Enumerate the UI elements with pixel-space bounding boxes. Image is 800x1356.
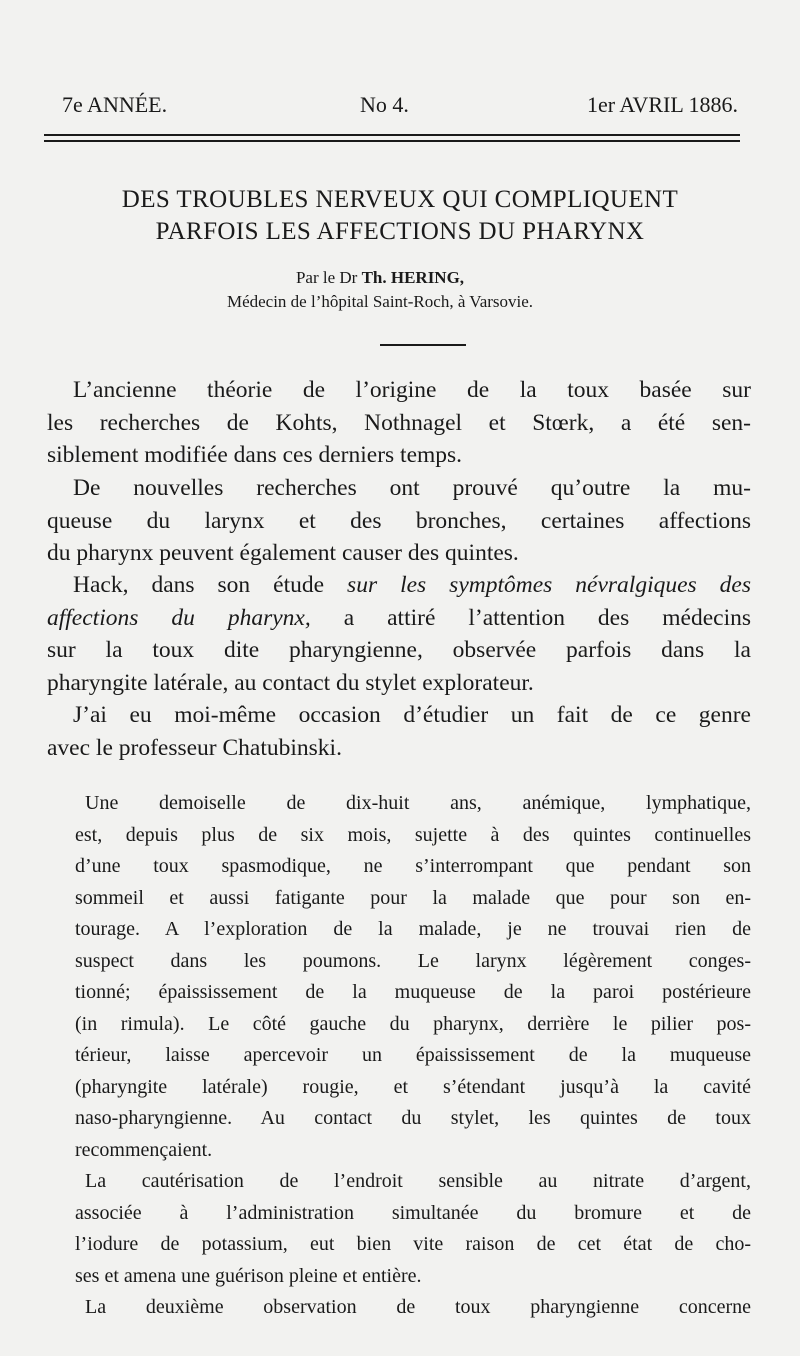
intro-paragraph [47,569,751,699]
text-line: tourage. A l’exploration de la malade, je ne trouvai rien de [75,918,751,940]
text-line: queuse du larynx et des bronches, certaines affections [47,507,751,534]
text-line: Une demoiselle de dix-huit ans, anémique, lymphatique, [85,792,751,814]
text-line: térieur, laisse apercevoir un épaississement de la muqueuse [75,1044,751,1066]
intro-paragraph [47,699,751,764]
text-line: naso-pharyngienne. Au contact du stylet, les quintes de toux [75,1107,751,1129]
text-run: Hack, dans son étude [73,572,325,598]
intro-paragraph [47,374,751,472]
text-line: (in rimula). Le côté gauche du pharynx, derrière le pilier pos- [75,1012,751,1035]
header-rule-top [44,134,740,136]
text-run: a attiré l’attention des médecins [343,604,751,631]
text-line: (pharyngite latérale) rougie, et s’étendant jusqu’à la cavité [75,1075,751,1098]
text-line: est, depuis plus de six mois, sujette à des quintes continuelles [75,823,751,846]
title-line: PARFOIS LES AFFECTIONS DU PHARYNX [155,218,645,245]
text-line: L’ancienne théorie de l’origine de la toux basée sur [73,377,751,403]
text-line: les recherches de Kohts, Nothnagel et Stœrk, a été sen- [47,409,751,436]
byline-prefix: Par le Dr [295,268,358,287]
text-line: d’une toux spasmodique, ne s’interrompant que pendant son [75,855,751,877]
text-line: sur la toux dite pharyngienne, observée parfois dans la [47,637,751,663]
author-affiliation: Médecin de l’hôpital Saint-Roch, à Varsovie. [226,292,534,311]
text-line: recommençaient. [75,1138,213,1161]
author-block [130,266,630,314]
title-separator [380,344,466,346]
text-line [47,569,751,602]
author-name: Th. HERING, [361,268,465,287]
text-line: sommeil et aussi fatigante pour la malade que pour son en- [75,886,751,909]
text-line: J’ai eu moi-même occasion d’étudier un fait de ce genre [73,702,751,728]
text-line: suspect dans les poumons. Le larynx légèrement conges- [75,949,751,972]
text-line: De nouvelles recherches ont prouvé qu’outre la mu- [73,475,751,501]
cited-title: affections du pharynx, [47,604,311,631]
running-header [62,92,738,120]
text-line: tionné; épaississement de la muqueuse de la paroi postérieure [75,981,751,1003]
text-line: La cautérisation de l’endroit sensible au nitrate d’argent, [85,1170,751,1192]
text-line: du pharynx peuvent également causer des quintes. [47,540,519,566]
case-paragraph [75,1292,751,1324]
issue-date: 1er AVRIL 1886. [587,92,738,117]
case-paragraph [75,1166,751,1292]
text-line: pharyngite latérale, au contact du stylet explorateur. [47,669,534,696]
text-line: La deuxième observation de toux pharyngienne concerne [85,1296,751,1318]
text-line: siblement modifiée dans ces derniers temps. [47,442,463,468]
intro-paragraph [47,472,751,570]
text-line [47,602,751,635]
byline [130,266,630,290]
text-line: avec le professeur Chatubinski. [47,734,342,761]
issue-number: No 4. [360,92,409,117]
case-paragraph [75,788,751,1166]
header-rule-bottom [44,140,740,142]
text-line: l’iodure de potassium, eut bien vite raison de cet état de cho- [75,1233,751,1255]
article-title [20,184,780,248]
text-line: ses et amena une guérison pleine et entière. [75,1264,422,1287]
title-line: DES TROUBLES NERVEUX QUI COMPLIQUENT [121,186,679,213]
text-line: associée à l’administration simultanée du bromure et de [75,1201,751,1224]
volume-year: 7e ANNÉE. [62,92,168,117]
cited-title: sur les symptômes névralgiques des [347,572,751,598]
